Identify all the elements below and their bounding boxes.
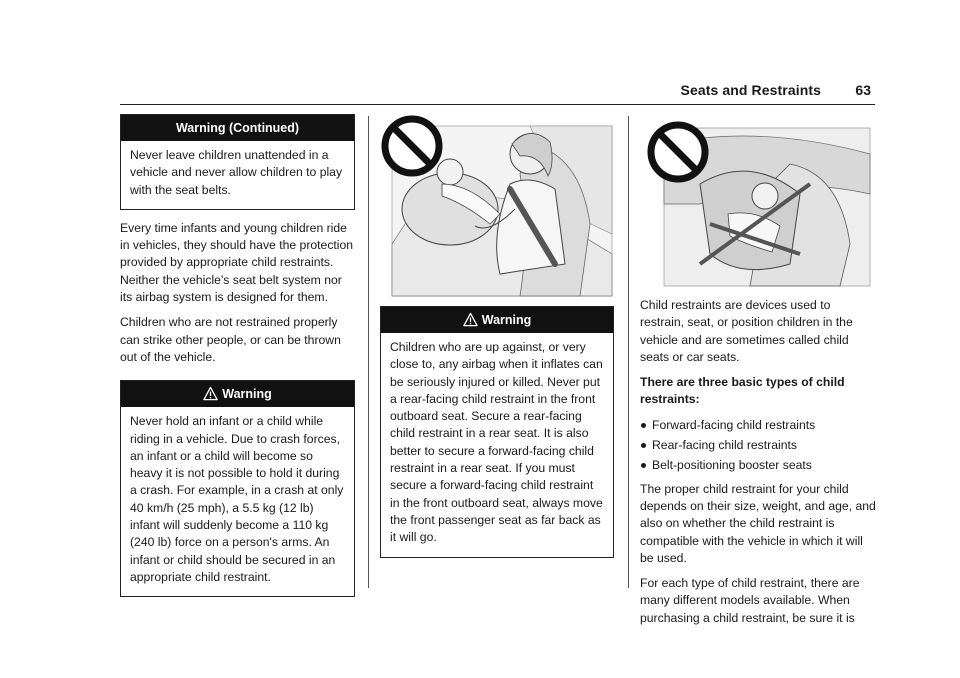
- list-item: Rear-facing child restraints: [640, 437, 876, 454]
- column-3: [640, 114, 876, 635]
- airbag-illustration: [380, 114, 614, 298]
- section-title: Seats and Restraints: [680, 82, 821, 98]
- list-item: Belt-positioning booster seats: [640, 457, 876, 474]
- paragraph: For each type of child restraint, there are many different models available. When purchasing a child restraint, be sure it is: [640, 576, 860, 625]
- paragraph: Every time infants and young children ride in vehicles, they should have the protection provided by appropriate child restraints. Neither the vehicle's seat belt system nor its airbag system is designed for them.: [120, 220, 354, 305]
- warning-text: Never hold an infant or a child while riding in a vehicle. Due to crash forces, an infant or a child will become so heavy it is not possible to hold it during a crash. For example, in a crash at only 40 km/h (25 mph), a 5.5 kg (12 lb) infant will suddenly become a 110 kg (240 lb) force on a person's arms. An infant or child should be secured in an appropriate child restraint.: [130, 414, 344, 584]
- bullet-icon: [641, 463, 646, 468]
- warning-title: Warning: [481, 313, 532, 327]
- page-header: [120, 78, 875, 105]
- prohibited-icon: [385, 119, 439, 173]
- column-divider-1: [368, 116, 369, 588]
- paragraph: Child restraints are devices used to restrain, seat, or position children in the vehicle and are sometimes called child seats or car seats.: [640, 298, 853, 364]
- warning-title: Warning: [222, 387, 272, 402]
- warning-header: [121, 381, 354, 407]
- warning-box-continued: [120, 114, 355, 210]
- rear-facing-child-seat-image: [640, 114, 876, 289]
- paragraph: Children who are not restrained properly can strike other people, or can be thrown out of the vehicle.: [120, 315, 341, 364]
- paragraph: The proper child restraint for your child depends on their size, weight, and age, and also on whether the child restraint is compatible with the vehicle in which it will be used.: [640, 481, 876, 565]
- child-seat-illustration: [640, 114, 876, 289]
- page-number: 63: [855, 82, 871, 98]
- woman-holding-child-airbag-image: [380, 114, 614, 298]
- column-divider-2: [628, 116, 629, 588]
- warning-text: Never leave children unattended in a vehicle and never allow children to play with the seat belts.: [130, 148, 343, 197]
- bullet-icon: [641, 443, 646, 448]
- types-heading: There are three basic types of child restraints:: [640, 375, 845, 407]
- column-1: [120, 114, 355, 607]
- warning-header: [381, 307, 613, 333]
- warning-box: [380, 306, 614, 558]
- prohibited-icon: [651, 125, 705, 179]
- restraint-types-list: [640, 417, 876, 475]
- list-item: Forward-facing child restraints: [640, 417, 876, 434]
- warning-triangle-icon: [463, 312, 478, 327]
- warning-text: Children who are up against, or very close to, any airbag when it inflates can be seriously injured or killed. Never put a rear-facing child restraint in the front outboard seat. Secure a rear-facing child restraint in a rear seat. It is also better to secure a forward-facing child restraint in a rear seat. If you must secure a forward-facing child restraint in the front outboard seat, always move the front passenger seat as far back as it will go.: [390, 340, 603, 545]
- warning-header: Warning (Continued): [121, 115, 354, 141]
- bullet-icon: [641, 423, 646, 428]
- warning-box: [120, 380, 355, 597]
- warning-triangle-icon: [203, 386, 218, 401]
- column-2: [380, 114, 614, 568]
